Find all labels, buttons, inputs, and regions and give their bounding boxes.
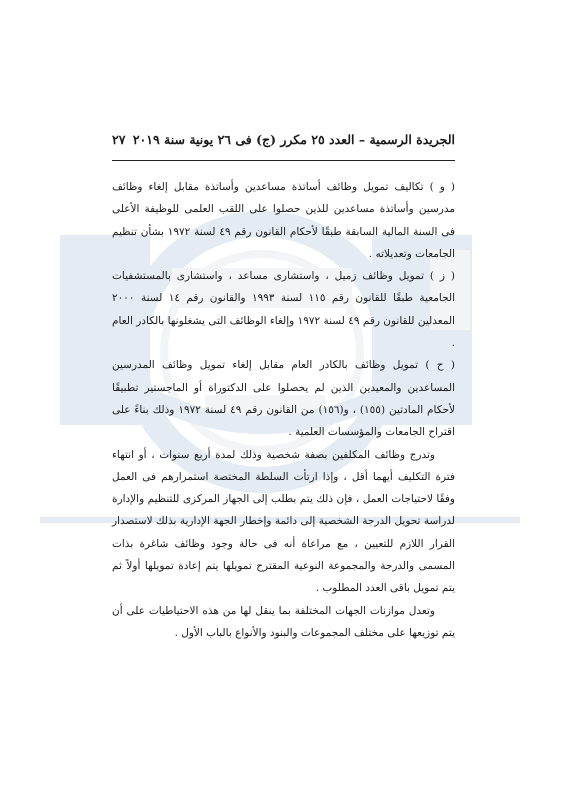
- document-body: [112, 176, 455, 644]
- header-rule: [112, 160, 455, 161]
- clause-h: ( ح ) تمويل وظائف بالكادر العام مقابل إلغاء تمويل وظائف المدرسين المساعدين والمعيدين الذين لم يحصلوا على الدكتوراة أو الماجستير تطبيقًا لأحكام المادتين (١٥٥) ، و(١٥٦) من القانون رقم ٤٩ لسنة ١٩٧٢ وذلك بناءً على اقتراح الجامعات والمؤسسات العلمية .: [112, 359, 456, 439]
- clause-z: ( ز ) تمويل وظائف زميل ، واستشارى مساعد ، واستشارى بالمستشفيات الجامعية طبقًا للقانون رقم ١١٥ لسنة ١٩٩٣ والقانون رقم ١٤ لسنة ٢٠٠٠ المعدلين للقانون رقم ٤٩ لسنة ١٩٧٢ وإلغاء الوظائف التى يشغلونها بالكادر العام .: [112, 270, 455, 350]
- paragraph-budget-amendments: وتعدل موازنات الجهات المختلفة بما ينقل لها من هذه الاحتياطيات على أن يتم توزيعها على مختلف المجموعات والبنود والأنواع بالباب الأول .: [112, 604, 455, 639]
- page-header: [112, 132, 455, 147]
- clause-w: ( و ) تكاليف تمويل وظائف أساتذة مساعدين وأساتذة مقابل إلغاء وظائف مدرسين وأساتذة مساعدين للذين حصلوا على اللقب العلمى للوظيفة الأعلى فى السنة المالية السابقة طبقًا لأحكام القانون رقم ٤٩ لسنة ١٩٧٢ بشأن تنظيم الجامعات وتعديلاته .: [112, 181, 455, 260]
- paragraph-assigned-positions: وتدرج وظائف المكلفين بصفة شخصية وذلك لمدة أربع سنوات ، أو انتهاء فترة التكليف أيهما أقل ، وإذا ارتأت السلطة المختصة استمرارهم فى العمل وفقًا لاحتياجات العمل ، فإن ذلك يتم بطلب إلى الجهاز المركزى للتنظيم والإدارة لدراسة تحويل الدرجة الشخصية إلى دائمة وإخطار الجهة الإدارية بذلك لاستصدار القرار اللازم للتعيين ، مع مراعاة أنه فى حالة وجود وظائف شاغرة بذات المسمى والدرجة والمجموعة النوعية المقترح تمويلها يتم إعادة تمويلها أولاً ثم يتم تمويل باقى العدد المطلوب .: [112, 448, 455, 595]
- page-number: ٢٧: [112, 132, 126, 147]
- header-title: الجريدة الرسمية – العدد ٢٥ مكرر (ج) فى ٢٦ يونية سنة ٢٠١٩: [132, 132, 455, 147]
